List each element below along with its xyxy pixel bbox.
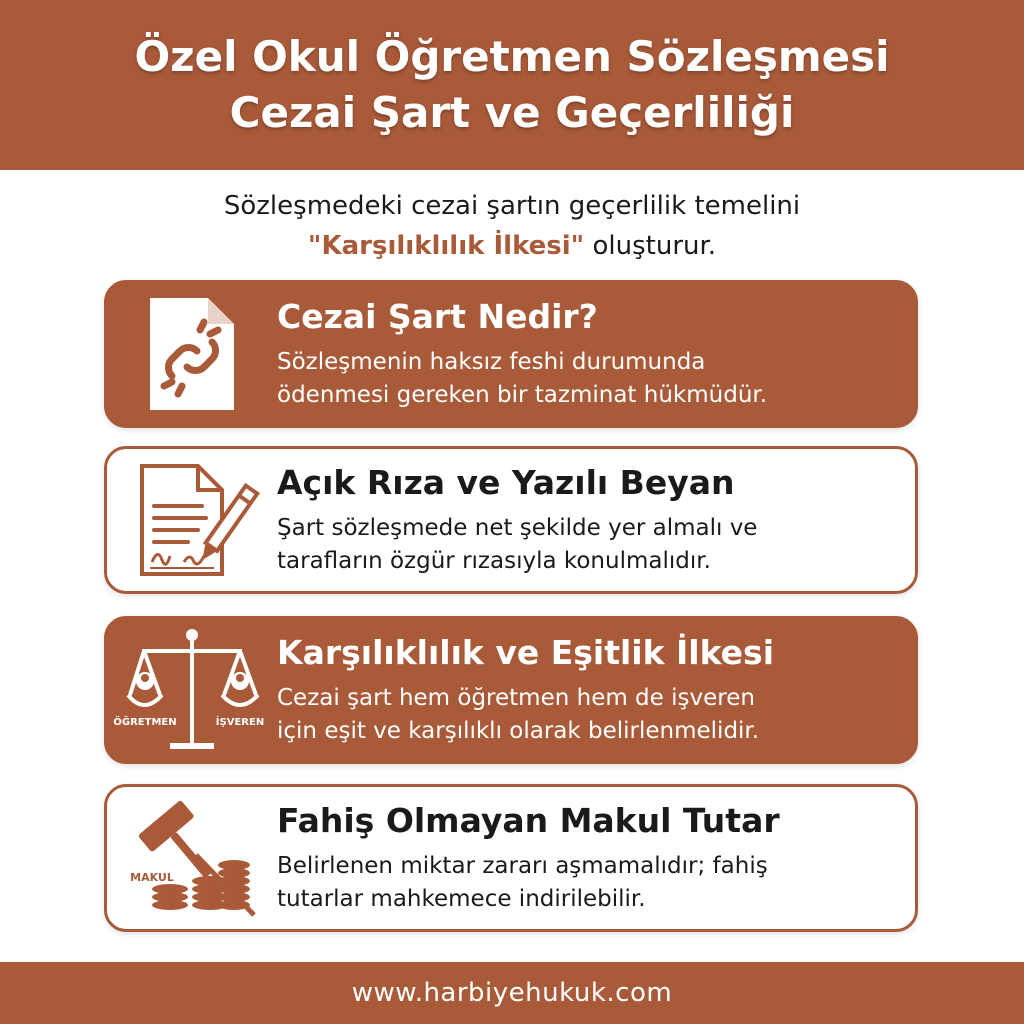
card-title: Açık Rıza ve Yazılı Beyan [277, 463, 735, 502]
intro-line-2-rest: oluşturur. [584, 231, 717, 261]
intro-highlight: "Karşılıklılık İlkesi" [307, 231, 585, 261]
card-desc-line-2: için eşit ve karşılıklı olarak belirlenmelidir. [277, 718, 760, 744]
intro-text [0, 186, 1024, 266]
scale-label-ogretmen: ÖĞRETMEN [113, 717, 177, 728]
card-title: Karşılıklılık ve Eşitlik İlkesi [277, 633, 775, 672]
card-desc-line-2: ödenmesi gereken bir tazminat hükmüdür. [277, 382, 768, 408]
card-desc-line-2: tutarlar mahkemece indirilebilir. [277, 886, 646, 912]
broken-chain-document-icon [107, 284, 277, 424]
card-karsiliklilik [104, 616, 918, 764]
card-title: Cezai Şart Nedir? [277, 297, 598, 336]
page-title-line-2: Cezai Şart ve Geçerliliği [229, 88, 795, 137]
signed-document-pen-icon [107, 450, 277, 590]
card-desc-line-1: Sözleşmenin haksız feshi durumunda [277, 349, 706, 375]
balance-scale-icon [107, 620, 277, 760]
website-link[interactable]: www.harbiyehukuk.com [351, 978, 673, 1008]
card-acik-riza [104, 446, 918, 594]
scale-label-isveren: İŞVEREN [215, 717, 265, 728]
footer-banner [0, 962, 1024, 1024]
card-title: Fahiş Olmayan Makul Tutar [277, 801, 780, 840]
header-banner [0, 0, 1024, 170]
makul-label: MAKUL [130, 871, 174, 884]
intro-line-2 [0, 226, 1024, 266]
intro-line-1: Sözleşmedeki cezai şartın geçerlilik temelini [223, 191, 801, 221]
card-desc-line-1: Belirlenen miktar zararı aşmamalıdır; fahiş [277, 853, 768, 879]
page-title-line-1: Özel Okul Öğretmen Sözleşmesi [134, 32, 890, 81]
card-desc-line-2: tarafların özgür rızasıyla konulmalıdır. [277, 548, 711, 574]
card-cezai-sart [104, 280, 918, 428]
card-makul-tutar [104, 784, 918, 932]
card-desc-line-1: Cezai şart hem öğretmen hem de işveren [277, 685, 755, 711]
card-desc-line-1: Şart sözleşmede net şekilde yer almalı ve [277, 515, 758, 541]
gavel-coins-icon [107, 788, 277, 928]
